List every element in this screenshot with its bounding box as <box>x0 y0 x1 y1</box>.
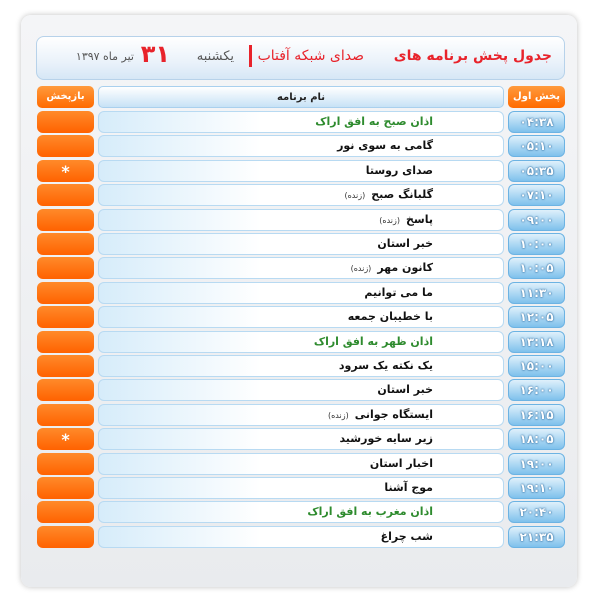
program-name-cell <box>98 428 504 450</box>
program-name: کانون مهر <box>377 261 433 275</box>
schedule-row <box>37 379 565 401</box>
schedule-row <box>37 428 565 450</box>
rerun-cell <box>37 306 94 328</box>
schedule-row <box>37 355 565 377</box>
schedule-row <box>37 282 565 304</box>
rerun-cell <box>37 477 94 499</box>
broadcast-time: ۱۳:۱۸ <box>508 331 565 353</box>
schedule-row <box>37 160 565 182</box>
program-name: خبر استان <box>377 237 433 250</box>
program-name: اذان صبح به افق اراک <box>315 115 433 128</box>
rerun-cell <box>37 404 94 426</box>
broadcast-time: ۱۱:۳۰ <box>508 282 565 304</box>
program-name-cell <box>98 306 504 328</box>
broadcast-time: ۱۶:۱۵ <box>508 404 565 426</box>
broadcast-time: ۰۵:۱۰ <box>508 135 565 157</box>
program-name-cell <box>98 331 504 353</box>
column-header-time: پخش اول <box>508 86 565 108</box>
program-name-cell <box>98 453 504 475</box>
network-name: صدای شبکه آفتاب <box>257 48 364 64</box>
program-name-cell <box>98 282 504 304</box>
program-name-cell <box>98 379 504 401</box>
schedule-row <box>37 477 565 499</box>
broadcast-time: ۲۱:۳۵ <box>508 526 565 548</box>
rerun-cell <box>37 135 94 157</box>
header-divider <box>249 45 252 67</box>
broadcast-time: ۱۰:۰۰ <box>508 233 565 255</box>
program-name: اذان مغرب به افق اراک <box>307 505 433 519</box>
rerun-cell <box>37 233 94 255</box>
program-name-cell <box>98 233 504 255</box>
schedule-row <box>37 453 565 475</box>
program-name-cell <box>98 111 504 133</box>
column-header-rerun: بازپخش <box>37 86 94 108</box>
schedule-row <box>37 501 565 523</box>
program-name: شب چراغ <box>380 529 433 543</box>
broadcast-time: ۱۵:۰۰ <box>508 355 565 377</box>
program-name: با خطیبان جمعه <box>347 310 433 324</box>
broadcast-time: ۱۲:۰۵ <box>508 306 565 328</box>
program-name-cell <box>98 526 504 548</box>
broadcast-time: ۱۰:۰۵ <box>508 257 565 279</box>
rerun-cell <box>37 379 94 401</box>
live-note: (زنده) <box>379 215 400 225</box>
weekday-label: یکشنبه <box>196 49 234 64</box>
column-header-program: نام برنامه <box>98 86 504 108</box>
program-name-cell <box>98 160 504 182</box>
rerun-cell <box>37 331 94 353</box>
program-name: اذان ظهر به افق اراک <box>313 334 433 348</box>
broadcast-time: ۲۰:۴۰ <box>508 501 565 523</box>
broadcast-time: ۰۴:۳۸ <box>508 111 565 133</box>
schedule-row <box>37 135 565 157</box>
program-name: پاسخ <box>405 212 433 226</box>
broadcast-time: ۱۹:۱۰ <box>508 477 565 499</box>
broadcast-time: ۰۷:۱۰ <box>508 184 565 206</box>
schedule-row <box>37 306 565 328</box>
rerun-cell: * <box>37 428 94 450</box>
program-name: خبر استان <box>377 383 433 397</box>
rerun-cell <box>37 111 94 133</box>
program-name-cell <box>98 209 504 231</box>
program-name-cell <box>98 404 504 426</box>
live-note: (زنده) <box>327 410 349 420</box>
rerun-cell <box>37 453 94 475</box>
schedule-row <box>37 526 565 548</box>
live-note: (زنده) <box>350 264 372 274</box>
schedule-row <box>37 209 565 231</box>
schedule-header <box>36 36 565 80</box>
schedule-row <box>37 184 565 206</box>
program-name-cell <box>98 355 504 377</box>
program-name: موج آشنا <box>384 481 433 494</box>
program-name-cell <box>98 184 504 206</box>
program-name: زیر سایه خورشید <box>339 432 433 446</box>
rerun-cell <box>37 526 94 548</box>
program-name: صدای روستا <box>365 163 433 177</box>
program-name-cell <box>98 501 504 523</box>
broadcast-time: ۱۶:۰۰ <box>508 379 565 401</box>
schedule-title: جدول پخش برنامه های <box>393 48 552 64</box>
broadcast-time: ۰۵:۳۵ <box>508 160 565 182</box>
rerun-cell <box>37 355 94 377</box>
program-name: ما می توانیم <box>364 285 433 299</box>
broadcast-time: ۱۸:۰۵ <box>508 428 565 450</box>
program-name: ایستگاه جوانی <box>354 407 433 421</box>
program-name: گامی به سوی نور <box>337 139 433 153</box>
live-note: (زنده) <box>344 191 366 201</box>
program-name-cell <box>98 257 504 279</box>
month-year-label: تیر ماه ۱۳۹۷ <box>75 50 134 63</box>
schedule-row <box>37 404 565 426</box>
program-name: گلبانگ صبح <box>371 188 433 202</box>
schedule-row <box>37 233 565 255</box>
schedule-row <box>37 111 565 133</box>
program-name: اخبار استان <box>369 456 433 470</box>
broadcast-time: ۱۹:۰۰ <box>508 453 565 475</box>
broadcast-time: ۰۹:۰۰ <box>508 209 565 231</box>
program-name: یک نکته یک سرود <box>338 359 433 372</box>
day-number: ۳۱ <box>140 40 170 68</box>
rerun-cell: * <box>37 160 94 182</box>
rerun-cell <box>37 184 94 206</box>
rerun-cell <box>37 282 94 304</box>
rerun-cell <box>37 257 94 279</box>
program-name-cell <box>98 477 504 499</box>
schedule-row <box>37 331 565 353</box>
rerun-cell <box>37 209 94 231</box>
program-name-cell <box>98 135 504 157</box>
rerun-cell <box>37 501 94 523</box>
schedule-row <box>37 257 565 279</box>
